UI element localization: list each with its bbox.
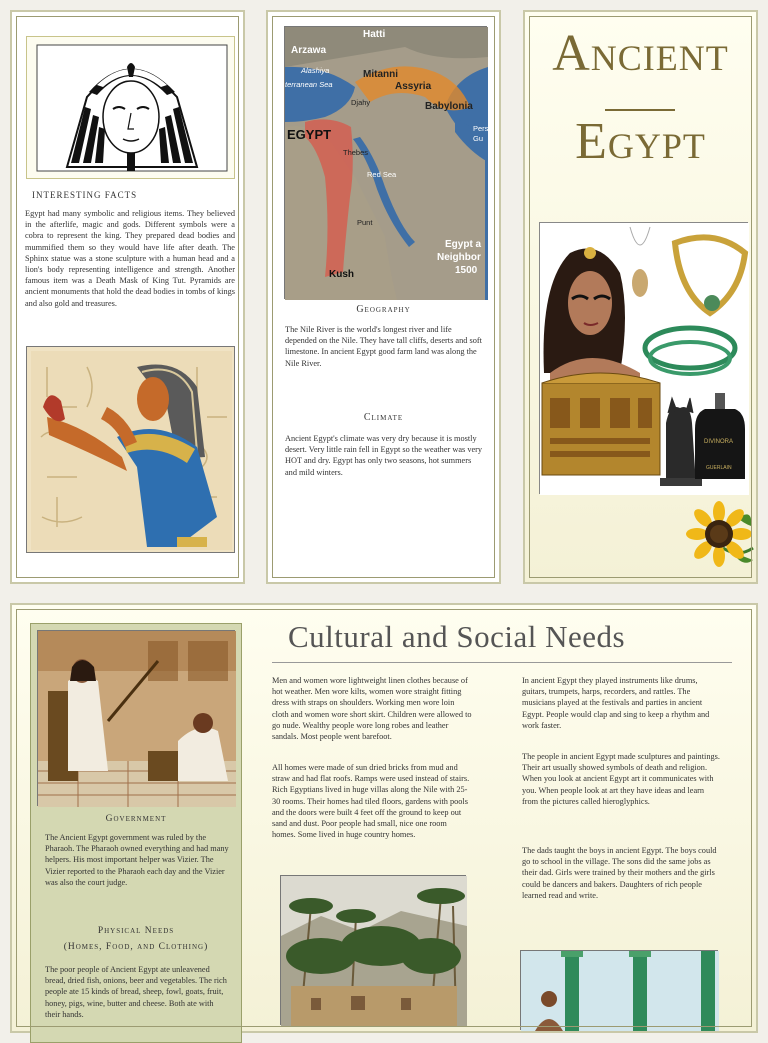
physical-needs-subheading: (Homes, Food, and Clothing) [63,942,209,952]
map-label-egypt: EGYPT [287,127,332,142]
government-heading: Government [105,814,167,824]
map-label-red-sea: Red Sea [367,170,397,179]
panel-cultural-social [10,603,758,1033]
egyptian-figure-painting [26,346,235,553]
clothing-text: Men and women wore lightweight linen clothes because of hot weather. Men wore kilts, women wore straight fitting dress with straps on shoulders. Working men wore loin cloth and women wore short skirt. Children were allowed to go nude. Wealthy people wore long robes and leather sandals. Most people went barefoot. [272,676,472,742]
map-label-mitanni: Mitanni [363,69,398,80]
music-text: In ancient Egypt they played instruments like drums, guitars, trumpets, harps, recorders, and rattles. The musicians played at the festivals and parties in ancient Egypt. People would clap and sing to keep a rhythm and work faster. [522,676,710,730]
art-text: The people in ancient Egypt made sculptures and paintings. Their art usually showed symbols of death and religion. When you look at ancient Egypt art it communicates with you. When people look at art they have ideas and learn from the pictures called hieroglyphics. [522,752,720,806]
map-label-persian: Persi [473,124,491,133]
government-text: The Ancient Egypt government was ruled by the Pharaoh. The Pharaoh owned everything and had many helpers. His most important helper was Vizier. The Vizier reported to the Pharaoh each day and the Vizier was also the court judge. [45,833,229,887]
map-label-djahy: Djahy [351,98,371,107]
title-underline [272,662,732,663]
boy-with-columns-image [520,950,718,1030]
homes-text: All homes were made of sun dried bricks from mud and straw and had flat roofs. Ramps were used instead of stairs. Rich Egyptians lived in huge villas along the Nile with 25-30 rooms. Their homes had tiled floors, gardens with pools and the doors were built 4 feet off the ground to keep out sand and dust. Poor people had small, nice one room homes. Some lived in huge country homes. [272,763,470,840]
ancient-near-east-map [284,26,491,299]
cover-title-line1: Ancient [552,25,729,82]
climate-heading: Climate [363,412,404,423]
perfume-brand: GUERLAIN [706,465,732,471]
egyptian-artifacts-collage [539,222,748,494]
map-label-year: 1500 [455,265,478,276]
pharaoh-headdress-image [26,36,235,179]
facts-heading: INTERESTING FACTS [32,190,138,200]
geography-heading: Geography [356,304,411,315]
map-label-gulf: Gu [473,134,484,143]
geography-text: The Nile River is the world's longest river and life depended on the Nile. They have tall cliffs, deserts and soft limestone. In ancient Egypt good farm land was along the Nile River. [285,325,482,368]
spread-title: Cultural and Social Needs [288,619,626,654]
map-label-egypt-and: Egypt a [445,239,482,250]
school-text: The dads taught the boys in ancient Egypt. The boys could go to school in the village. The sons did the same jobs as their dad. Girls were trained by their mothers and the girls could be dancers and bakers. Daughters of rich people learned read and write. [522,846,717,900]
climate-text: Ancient Egypt's climate was very dry because it is mostly desert. Very little rain fell in Egypt so the weather was very HOT and dry. Egypt has only two seasons, hot summers and mild winters. [285,434,483,477]
panel-interesting-facts [10,10,245,584]
title-divider [605,109,675,111]
physical-needs-text: The poor people of Ancient Egypt ate unleavened bread, dried fish, onions, beer and vegetables. The rich people ate 15 kinds of bread, sheep, fowl, goats, fruit, honey, pigs, wine, butter and cheese. Both ate with their hands. [45,965,227,1019]
egyptian-village-photo [280,875,466,1025]
panel-cover [523,10,758,584]
panel-geography [266,10,501,584]
map-label-hatti: Hatti [363,29,386,40]
cover-title-line2: Egypt [575,113,706,170]
pharaoh-court-painting [37,630,235,806]
map-label-kush: Kush [329,269,354,280]
map-label-punt: Punt [357,218,373,227]
map-label-med-sea: terranean Sea [285,80,333,89]
perfume-label: DIVINORA [704,439,734,445]
map-label-alashiya: Alashiya [301,66,330,75]
sunflower-image [683,498,755,570]
map-label-assyria: Assyria [395,81,432,92]
physical-needs-heading: Physical Needs [97,926,175,936]
map-label-arzawa: Arzawa [291,45,327,56]
map-label-neighbor: Neighbor [437,252,481,263]
facts-text: Egypt had many symbolic and religious items. They believed in the afterlife, magic and gods. Different symbols were a cobra to represent the king. They prepared dead bodies and mummified them so they would have life after death. The Sphinx statue was a stone sculpture with a human head and a lion's body representing intelligence and strength. Another famous item was a Death Mask of King Tut. Pyramids are ancient monuments that hold the dead bodies in tombs of kings and also gold and treasures. [25,209,235,308]
map-label-babylonia: Babylonia [425,101,473,112]
left-column [30,623,242,1043]
map-label-thebes: Thebes [343,148,369,157]
